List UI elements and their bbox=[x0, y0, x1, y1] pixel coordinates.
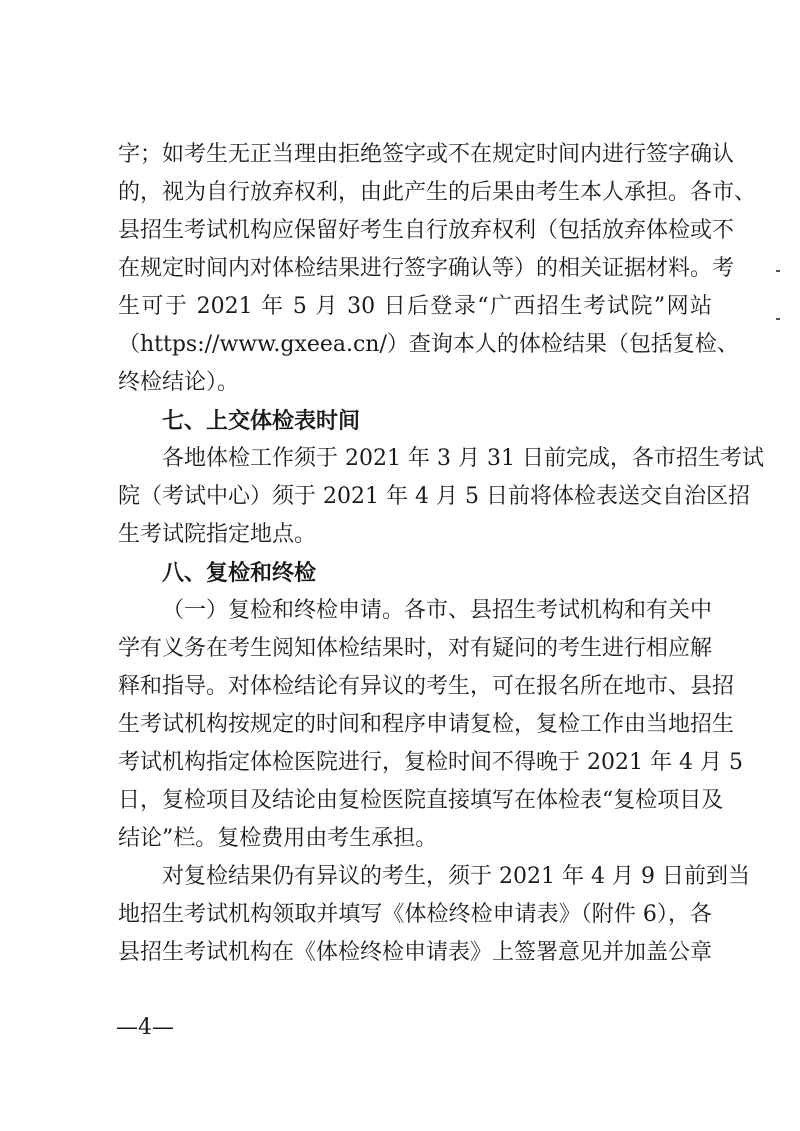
section-heading: 八、复检和终检 bbox=[162, 560, 317, 586]
page-number: —4— bbox=[116, 1015, 174, 1040]
text-line: 终检结论）。 bbox=[118, 370, 240, 395]
text-line: 字；如考生无正当理由拒绝签字或不在规定时间内进行签字确认 bbox=[118, 142, 735, 167]
text-line: 院（考试中心）须于 2021 年 4 月 5 日前将体检表送交自治区招 bbox=[118, 484, 750, 509]
text-line: 释和指导。对体检结论有异议的考生，可在报名所在地市、县招 bbox=[118, 674, 735, 699]
text-line: 的，视为自行放弃权利，由此产生的后果由考生本人承担。各市、 bbox=[118, 180, 757, 205]
text-line: 县招生考试机构应保留好考生自行放弃权利（包括放弃体检或不 bbox=[118, 218, 735, 243]
text-line: 考试机构指定体检医院进行，复检时间不得晚于 2021 年 4 月 5 bbox=[118, 750, 743, 775]
text-line: 生考试机构按规定的时间和程序申请复检，复检工作由当地招生 bbox=[118, 712, 735, 737]
text-line: 地招生考试机构领取并填写《体检终检申请表》（附件 6），各 bbox=[118, 902, 712, 927]
text-line: 生可于 2021 年 5 月 30 日后登录“广西招生考试院”网站 bbox=[118, 294, 712, 319]
text-line: 学有义务在考生阅知体检结果时，对有疑问的考生进行相应解 bbox=[118, 636, 713, 661]
text-line: 各地体检工作须于 2021 年 3 月 31 日前完成，各市招生考试 bbox=[162, 446, 764, 471]
scan-mark bbox=[776, 270, 780, 272]
text-line: 在规定时间内对体检结果进行签字确认等）的相关证据材料。考 bbox=[118, 256, 735, 281]
text-line: 日，复检项目及结论由复检医院直接填写在体检表“复检项目及 bbox=[118, 788, 724, 813]
text-line: （一）复检和终检申请。各市、县招生考试机构和有关中 bbox=[162, 598, 713, 623]
scan-mark bbox=[776, 318, 780, 320]
text-line: 对复检结果仍有异议的考生，须于 2021 年 4 月 9 日前到当 bbox=[162, 864, 750, 889]
section-heading: 七、上交体检表时间 bbox=[162, 408, 361, 434]
text-line: 县招生考试机构在《体检终检申请表》上签署意见并加盖公章 bbox=[118, 940, 713, 965]
text-line: 结论”栏。复检费用由考生承担。 bbox=[118, 826, 438, 851]
text-line: （https://www.gxeea.cn/）查询本人的体检结果（包括复检、 bbox=[118, 332, 739, 357]
text-line: 生考试院指定地点。 bbox=[118, 522, 317, 547]
